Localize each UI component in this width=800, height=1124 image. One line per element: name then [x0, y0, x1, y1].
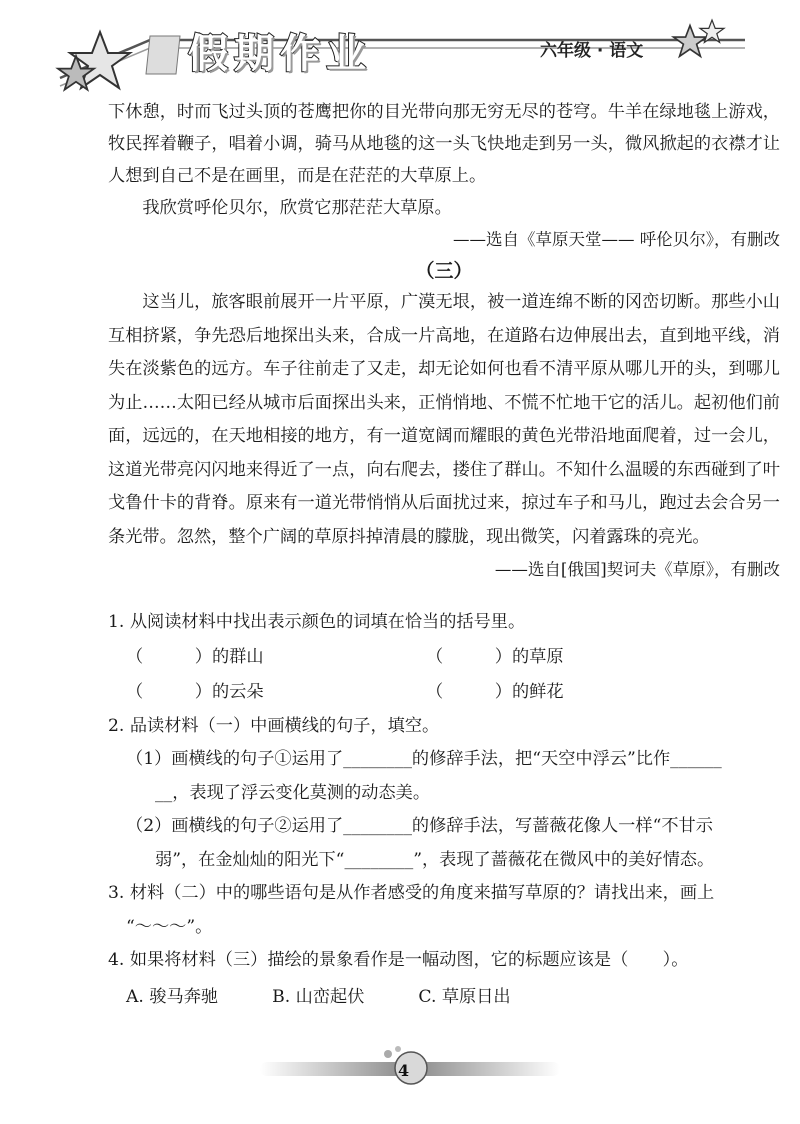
header-subtitle: 六年级 · 语文 — [540, 41, 644, 61]
question-2-1-cont: __，表现了浮云变化莫测的动态美。 — [155, 782, 431, 803]
blank-item: （ ）的群山 — [126, 646, 264, 667]
section-3-source: ——选自[俄国]契诃夫《草原》，有删改 — [494, 560, 780, 579]
section-3-title: （三） — [415, 260, 473, 282]
page-header — [0, 0, 800, 100]
option-c: C. 草原日出 — [418, 986, 511, 1007]
question-2-1: （1）画横线的句子①运用了________的修辞手法，把“天空中浮云”比作______ — [126, 749, 722, 769]
question-1: 1. 从阅读材料中找出表示颜色的词填在恰当的括号里。 — [108, 612, 526, 632]
blank-item: （ ）的鲜花 — [426, 681, 564, 702]
option-a: A. 骏马奔驰 — [126, 986, 219, 1007]
passage2-source: ——选自《草原天堂—— 呼伦贝尔》，有删改 — [453, 230, 780, 249]
question-2: 2. 品读材料（一）中画横线的句子，填空。 — [108, 715, 440, 736]
passage2-paragraph: 下休憩，时而飞过头顶的苍鹰把你的目光带向那无穷无尽的苍穹。牛羊在绿地毯上游戏，牧民挥着鞭子，唱着小调，骑马从地毯的这一头飞快地走到另一头，微风掀起的衣襟才让人想到自己不是在画里，而是在茫茫的大草原上。 — [108, 102, 780, 186]
question-1-blanks — [108, 640, 780, 675]
question-3: 3. 材料（二）中的哪些语句是从作者感受的角度来描写草原的？请找出来，画上 — [108, 883, 715, 903]
question-1-blanks — [108, 675, 780, 710]
question-4-options — [108, 978, 780, 1016]
header-decoration — [0, 0, 800, 100]
passage2-paragraph: 我欣赏呼伦贝尔，欣赏它那茫茫大草原。 — [142, 198, 452, 218]
option-b: B. 山峦起伏 — [272, 986, 365, 1007]
question-4: 4. 如果将材料（三）描绘的景象看作是一幅动图，它的标题应该是（ ）。 — [108, 950, 689, 970]
page-number: 4 — [398, 1061, 410, 1080]
blank-item: （ ）的云朵 — [126, 681, 264, 702]
question-3-cont: “～～～”。 — [126, 916, 213, 937]
blank-item: （ ）的草原 — [426, 646, 564, 667]
section-3 — [108, 256, 780, 586]
question-2-2: （2）画横线的句子②运用了________的修辞手法，写蔷薇花像人一样“不甘示 — [126, 816, 713, 836]
header-title: 假期作业 — [188, 31, 372, 77]
section-3-body: 这当儿，旅客眼前展开一片平原，广漠无垠，被一道连绵不断的冈峦切断。那些小山互相挤紧，争先恐后地探出头来，合成一片高地，在道路右边伸展出去，直到地平线，消失在淡紫色的远方。车子往前走了又走，却无论如何也看不清平原从哪儿开的头，到哪儿为止……太阳已经从城市后面探出头来，正悄悄地、不慌不忙地干它的活儿。起初他们前面，远远的，在天地相接的地方，有一道宽阔而耀眼的黄色光带沿地面爬着，过一会儿，这道光带亮闪闪地来得近了一点，向右爬去，搂住了群山。不知什么温暖的东西碰到了叶戈鲁什卡的背脊。原来有一道光带悄悄从后面扰过来，掠过车子和马儿，跑过去会合另一条光带。忽然，整个广阔的草原抖掉清晨的朦胧，现出微笑，闪着露珠的亮光。 — [108, 292, 780, 547]
questions — [108, 606, 780, 1016]
reading-material — [108, 96, 780, 586]
question-2-2-cont: 弱”，在金灿灿的阳光下“________”，表现了蔷薇花在微风中的美好情态。 — [155, 849, 715, 870]
